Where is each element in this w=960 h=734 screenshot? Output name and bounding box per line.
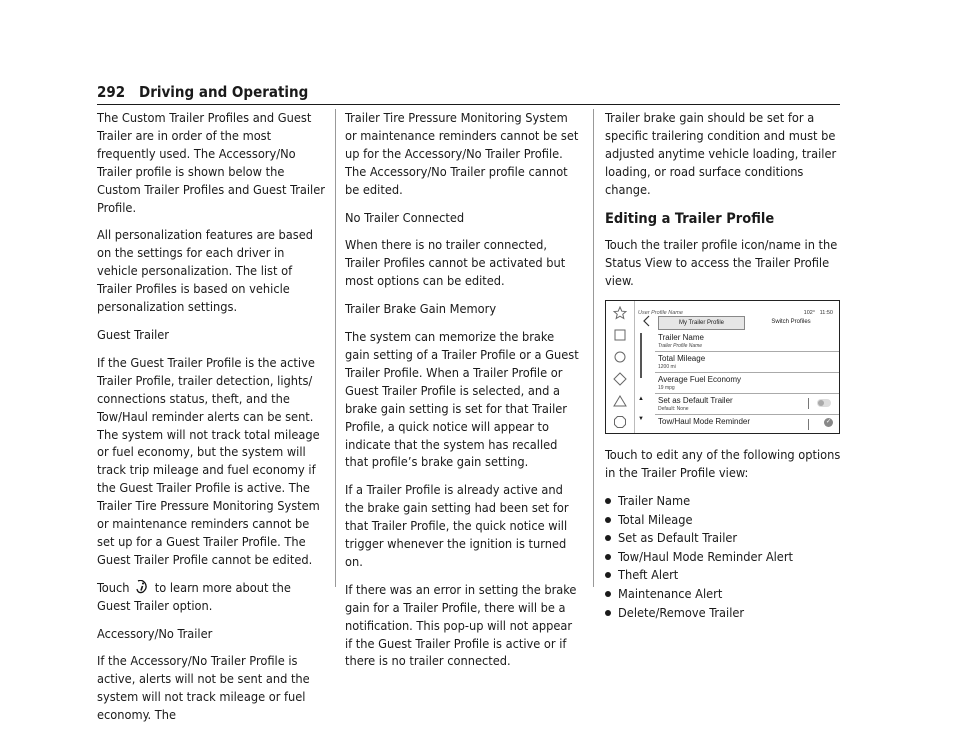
row-subtitle: 19 mpg (658, 385, 675, 392)
screen-scrollbar[interactable] (640, 333, 642, 378)
tab-switch-profiles[interactable]: Switch Profiles (771, 319, 811, 326)
row-title: Set as Default Trailer (658, 396, 733, 406)
paragraph: If the Guest Trailer Profile is the active Trailer Profile, trailer detection, lights/ connections status, theft, and the Tow/Haul reminder alerts can be sent. The system will not track total mileage or fuel economy, but the system will track trip mileage and fuel economy if the Guest Trailer Profile is active. The Trailer Tire Pressure Monitoring System or maintenance reminders cannot be set up for a Guest Trailer Profile. The Guest Trailer Profile cannot be edited. (97, 354, 320, 567)
subheading-accessory: Accessory/No Trailer (97, 625, 213, 641)
screen-sidebar (606, 301, 635, 433)
trailer-profile-screen (605, 300, 840, 434)
list-item (605, 492, 841, 510)
screen-time: 11:50 (819, 310, 833, 317)
bullet-icon (605, 591, 611, 597)
row-trailer-name[interactable] (655, 331, 839, 352)
list-item-text: Set as Default Trailer (618, 530, 738, 546)
triangle-icon[interactable] (613, 394, 627, 408)
paragraph: Touch the trailer profile icon/name in the Status View to access the Trailer Profile view. (605, 237, 838, 289)
circle-icon[interactable] (613, 350, 627, 364)
touch-prefix: Touch (97, 579, 130, 595)
row-title: Average Fuel Economy (658, 375, 742, 385)
paragraph-touch-info (97, 579, 325, 615)
subheading-no-trailer: No Trailer Connected (345, 209, 465, 225)
list-item-text: Theft Alert (618, 567, 679, 583)
octagon-icon[interactable] (613, 415, 627, 429)
default-toggle[interactable] (817, 399, 831, 407)
list-item-text: Delete/Remove Trailer (618, 604, 745, 620)
list-item (605, 548, 841, 566)
row-subtitle: Default: None (658, 406, 689, 413)
scroll-down-icon[interactable]: ▼ (638, 416, 644, 423)
page-number: 292 (97, 83, 126, 101)
section-heading: Editing a Trailer Profile (605, 210, 775, 227)
row-title: Trailer Name (658, 333, 704, 343)
back-icon[interactable] (640, 314, 654, 328)
subheading-brake-gain: Trailer Brake Gain Memory (345, 301, 497, 317)
check-icon[interactable]: ✓ (825, 419, 832, 426)
paragraph: If the Accessory/No Trailer Profile is active, alerts will not be sent and the system will not track mileage or fuel economy. The (97, 653, 310, 723)
column-3 (605, 109, 841, 622)
list-item (605, 585, 841, 603)
list-item-text: Trailer Name (618, 492, 691, 508)
paragraph: If there was an error in setting the brake gain for a Trailer Profile, there will be a notification. This pop-up will not appear if the Guest Trailer Profile is active or if there is no trailer connected. (345, 581, 577, 669)
row-default-trailer[interactable] (655, 394, 839, 415)
subheading-guest-trailer: Guest Trailer (97, 326, 169, 342)
bullet-icon (605, 517, 611, 523)
bullet-icon (605, 554, 611, 560)
list-item-text: Tow/Haul Mode Reminder Alert (618, 548, 793, 564)
bullet-icon (605, 498, 611, 504)
paragraph: Trailer brake gain should be set for a specific trailering condition and must be adjusted anytime vehicle loading, trailer loading, or road surface conditions change. (605, 110, 837, 197)
star-icon[interactable] (613, 306, 627, 320)
paragraph: If a Trailer Profile is already active and the brake gain setting had been set for that Trailer Profile, the quick notice will trigger whenever the ignition is turned on. (345, 482, 569, 569)
tab-my-trailer-profile[interactable]: My Trailer Profile (658, 316, 745, 330)
row-tow-haul[interactable] (655, 415, 839, 431)
screen-temp: 102° (803, 310, 816, 317)
row-subtitle: 1200 mi (658, 364, 676, 371)
list-item (605, 566, 841, 584)
options-list (605, 492, 841, 621)
diamond-icon[interactable] (613, 372, 627, 386)
paragraph: Touch to edit any of the following options in the Trailer Profile view: (605, 447, 841, 481)
bullet-icon (605, 610, 611, 616)
row-title: Total Mileage (658, 354, 706, 364)
column-divider (593, 109, 594, 587)
row-total-mileage[interactable] (655, 352, 839, 373)
list-item (605, 529, 841, 547)
paragraph: When there is no trailer connected, Trailer Profiles cannot be activated but most options can be edited. (345, 237, 566, 289)
paragraph: Trailer Tire Pressure Monitoring System or maintenance reminders cannot be set up for the Accessory/No Trailer Profile. The Accessory/No Trailer profile cannot be edited. (345, 110, 579, 197)
screen-list (655, 331, 839, 431)
info-icon (135, 580, 149, 594)
scroll-up-icon[interactable]: ▲ (638, 396, 644, 403)
paragraph: All personalization features are based on the settings for each driver in vehicle personalization. The list of Trailer Profiles is based on vehicle personalization settings. (97, 227, 313, 315)
bullet-icon (605, 535, 611, 541)
paragraph: The system can memorize the brake gain setting of a Trailer Profile or a Guest Trailer Profile. When a Trailer Profile or Guest Trailer Profile is selected, and a brake gain setting is set for that Trailer Profile, a quick notice will appear to indicate that the system has recalled that profile’s brake gain setting. (345, 329, 579, 470)
bullet-icon (605, 572, 611, 578)
divider (808, 398, 809, 409)
page-header (97, 82, 840, 105)
list-item (605, 511, 841, 529)
column-divider (335, 109, 336, 587)
divider (808, 419, 809, 430)
list-item-text: Maintenance Alert (618, 585, 723, 601)
screen-user-label: User Profile Name (638, 310, 683, 317)
square-icon[interactable] (613, 328, 627, 342)
list-item-text: Total Mileage (618, 511, 693, 527)
section-title: Driving and Operating (139, 83, 309, 101)
paragraph: The Custom Trailer Profiles and Guest Trailer are in order of the most frequently used. The Accessory/No Trailer profile is shown below the Custom Trailer Profiles and Guest Trailer Profile. (97, 110, 325, 215)
list-item (605, 604, 841, 622)
row-fuel-economy[interactable] (655, 373, 839, 394)
column-1 (97, 109, 325, 734)
column-2 (345, 109, 580, 680)
row-title: Tow/Haul Mode Reminder (658, 417, 751, 427)
row-subtitle: Trailer Profile Name (658, 343, 703, 350)
touch-suffix: to learn more about the Guest Trailer option. (97, 579, 291, 613)
